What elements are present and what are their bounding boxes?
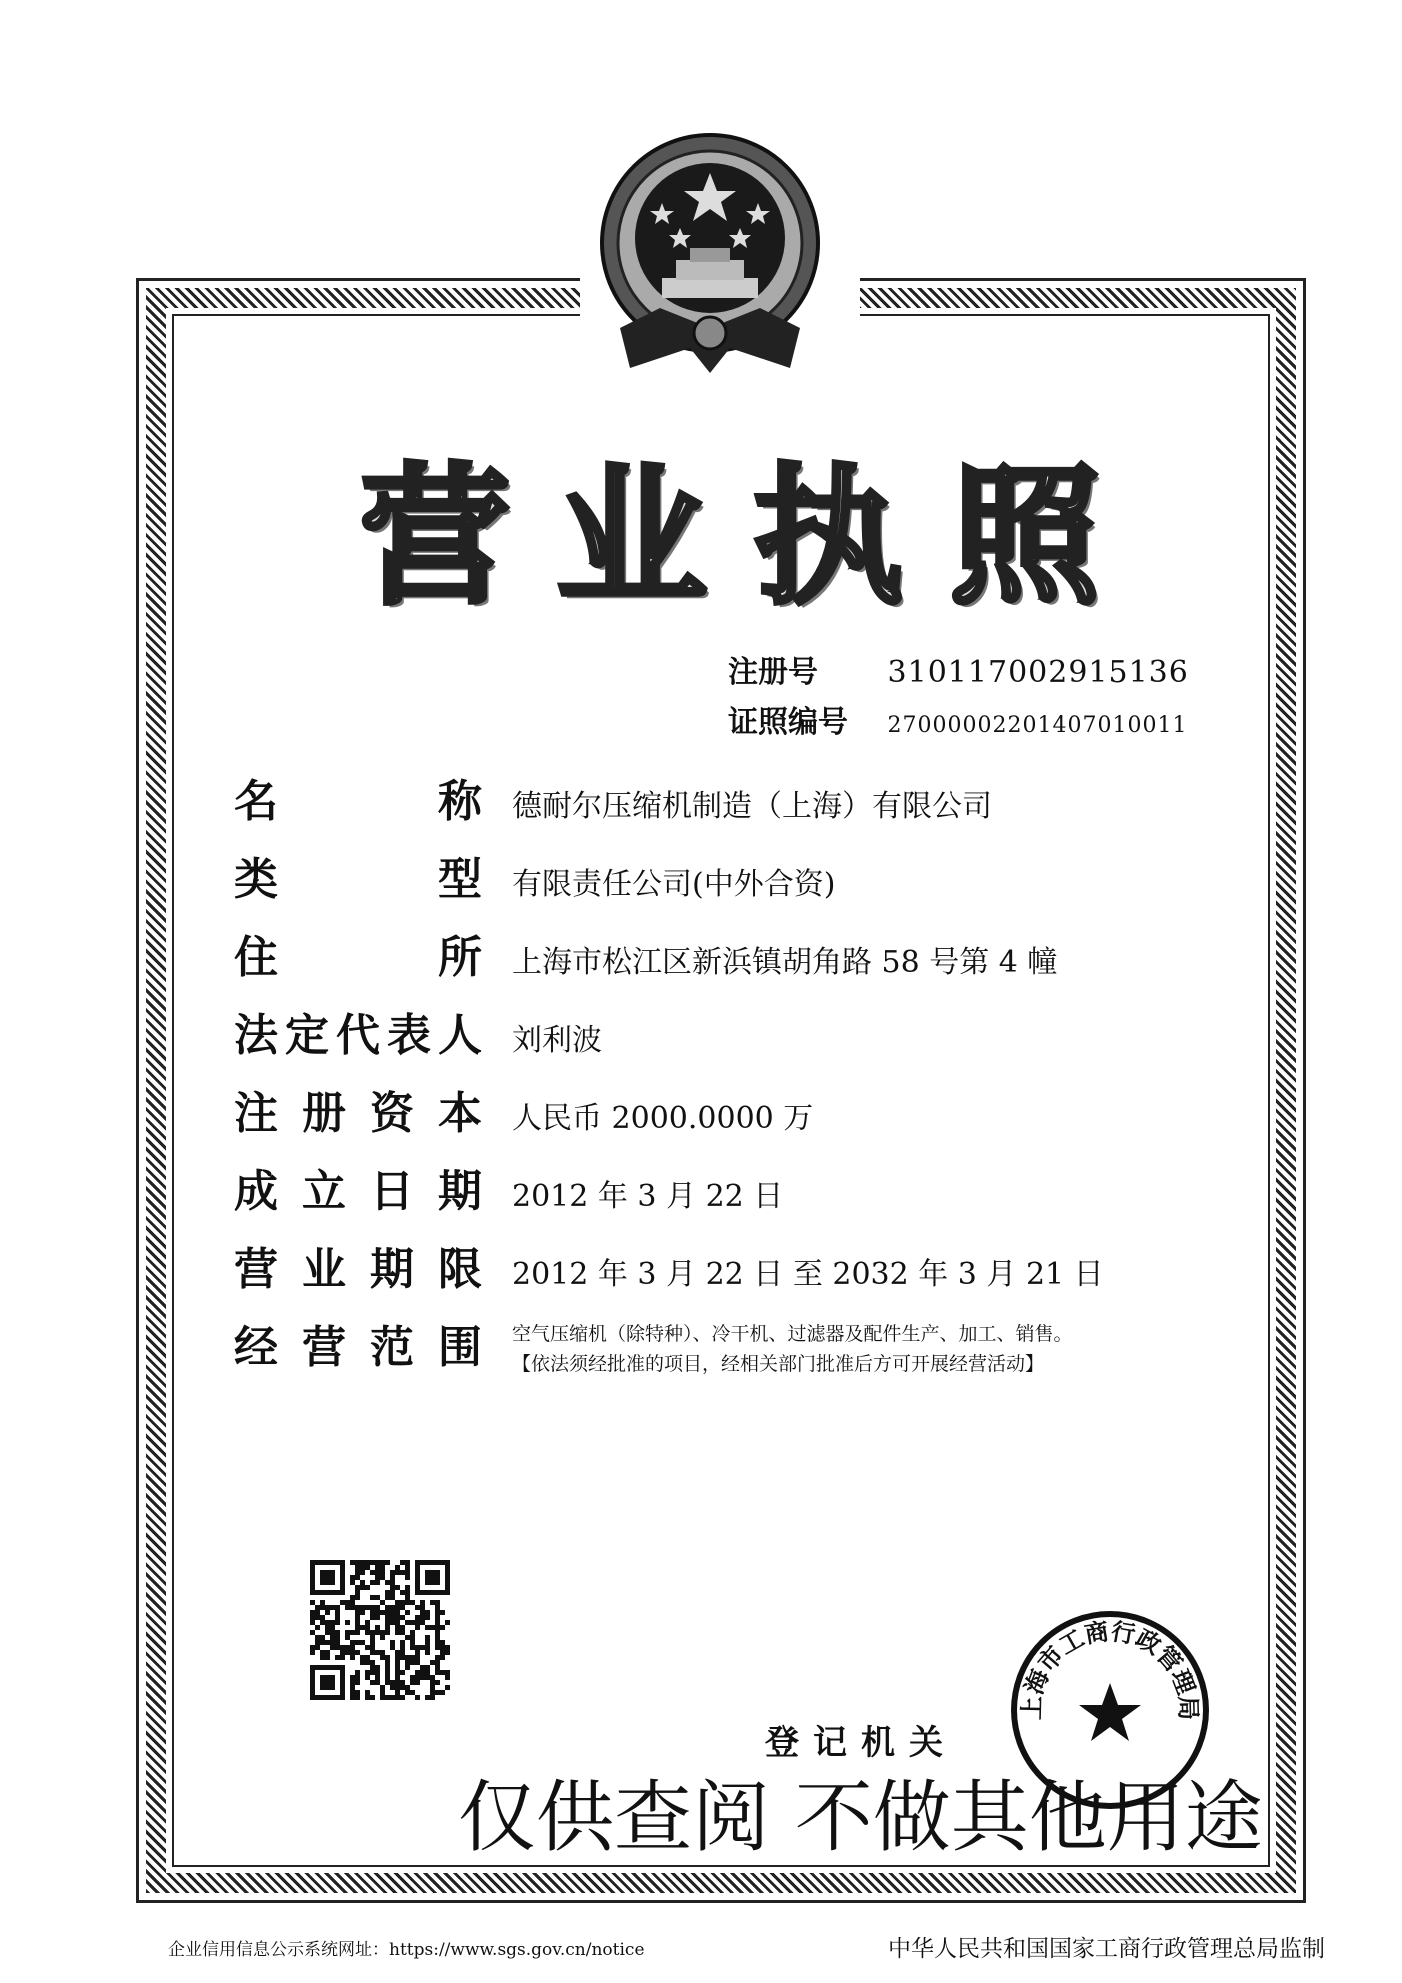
qr-code [310,1560,450,1700]
reg-no-value: 310117002915136 [887,655,1189,690]
field-row [234,843,1234,921]
field-label: 名 称 [234,776,482,827]
field-row-scope [234,1311,1234,1389]
seal-text: 上海市工商行政管理局 [1017,1617,1203,1721]
scope-note: 【依法须经批准的项目，经相关部门批准后方可开展经营活动】 [512,1353,1045,1375]
field-value: 有限责任公司(中外合资) [512,867,836,902]
cert-no-value: 27000002201407010011 [887,713,1188,738]
field-value: 2012 年 3 月 22 日 至 2032 年 3 月 21 日 [512,1257,1104,1292]
field-row [234,999,1234,1077]
title-char: 营 [360,451,511,625]
field-value: 德耐尔压缩机制造（上海）有限公司 [512,789,992,824]
license-fields [234,765,1234,1389]
field-label: 营 业 期 限 [234,1244,482,1295]
national-emblem [590,128,830,388]
field-value: 人民币 2000.0000 万 [512,1101,814,1136]
field-value: 上海市松江区新浜镇胡角路 58 号第 4 幢 [512,945,1058,980]
footer-website: 企业信用信息公示系统网址：https://www.sgs.gov.cn/notice [168,1940,645,1960]
scope-line: 空气压缩机（除特种）、冷干机、过滤器及配件生产、加工、销售。 [512,1323,1073,1345]
field-row [234,1077,1234,1155]
document-title [360,448,1100,628]
title-char: 业 [556,451,707,625]
field-label: 类 型 [234,854,482,905]
footer-supervisor: 中华人民共和国国家工商行政管理总局监制 [888,1936,1325,1962]
field-row [234,921,1234,999]
title-char: 执 [753,451,904,625]
reg-no-label: 注册号 [728,655,818,690]
field-row [234,1233,1234,1311]
field-row [234,1155,1234,1233]
field-label: 经 营 范 围 [234,1322,482,1373]
registration-block [728,648,1189,751]
field-value: 2012 年 3 月 22 日 [512,1179,784,1214]
title-char: 照 [949,451,1100,625]
watermark: 仅供查阅 不做其他用途 [458,1773,1263,1863]
field-value: 刘利波 [512,1023,602,1058]
registration-authority-label: 登记机关 [765,1723,957,1763]
field-label: 注 册 资 本 [234,1088,482,1139]
field-label: 法 定 代 表 人 [234,1010,482,1061]
scope-value [512,1311,1073,1379]
field-label: 成 立 日 期 [234,1166,482,1217]
cert-no-label: 证照编号 [728,705,848,740]
field-row [234,765,1234,843]
field-label: 住 所 [234,932,482,983]
